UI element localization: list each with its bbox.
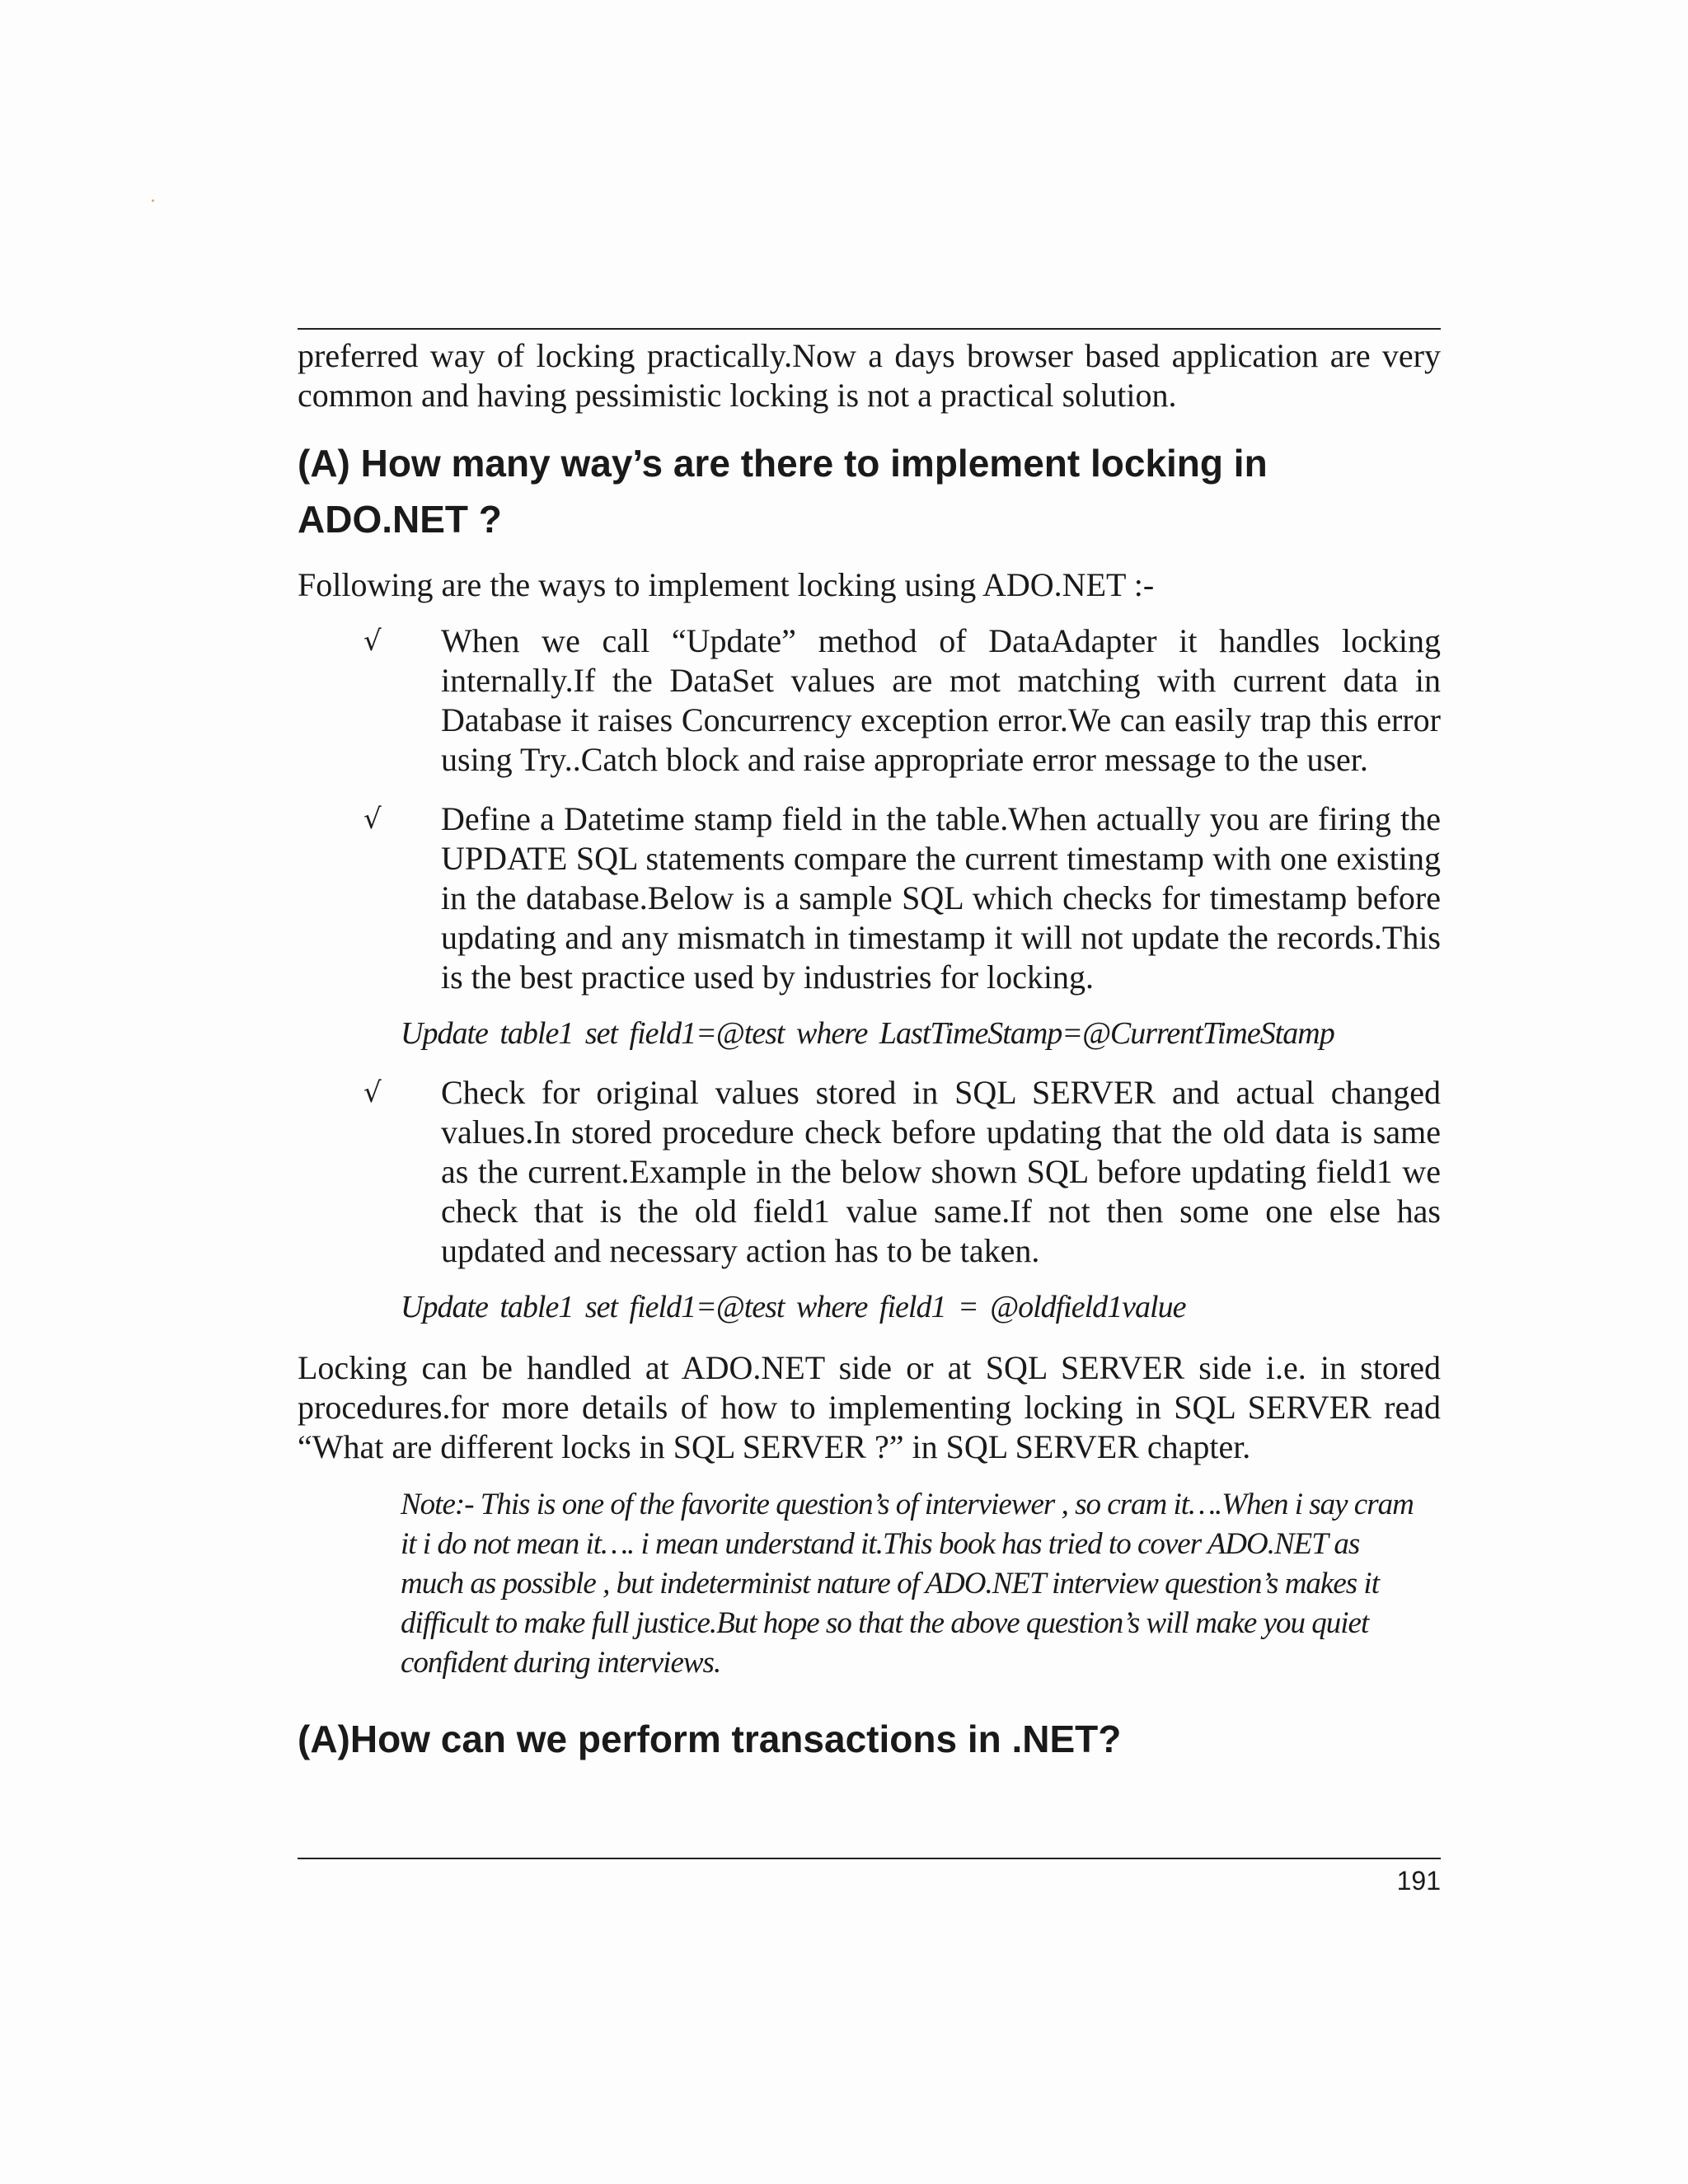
closing-paragraph: Locking can be handled at ADO.NET side or at SQL SERVER side i.e. in stored procedures.for more details of how to implementing locking in SQL SERVER read “What are different locks in SQL SERVER ?” in SQL SERVER chapter. [298, 1349, 1441, 1465]
section-heading-locking: (A) How many way’s are there to implement locking in ADO.NET ? [298, 442, 1268, 541]
list-item [298, 1073, 1441, 1271]
checkmark-icon: √ [363, 803, 382, 836]
bullet-text: Define a Datetime stamp field in the table.When actually you are firing the UPDATE SQL statements compare the current timestamp with one existing in the database.Below is a sample SQL which checks for timestamp before updating and any mismatch in timestamp it will not update the records.This is the best practice used by industries for locking. [441, 800, 1441, 996]
list-item [298, 621, 1441, 780]
page-body [298, 336, 1441, 1767]
scan-speck [152, 199, 154, 202]
bullet-list [298, 621, 1441, 997]
bullet-text: Check for original values stored in SQL SERVER and actual changed values.In stored procedure check before updating that the old data is same as the current.Example in the below shown SQL before updating field1 we check that is the old field1 value same.If not then some one else has updated and necessary action has to be taken. [441, 1074, 1441, 1269]
intro-paragraph: preferred way of locking practically.Now a days browser based application are very common and having pessimistic locking is not a practical solution. [298, 337, 1441, 414]
footer-rule [298, 1858, 1441, 1859]
interview-note: Note:- This is one of the favorite question’s of interviewer , so cram it….When i say cram it i do not mean it…. i mean understand it.This book has tried to cover ADO.NET as much as possible , but indeterminist nature of ADO.NET interview question’s makes it difficult to make full justice.But hope so that the above question’s will make you quiet confident during interviews. [401, 1488, 1414, 1680]
lead-in-paragraph: Following are the ways to implement locking using ADO.NET :- [298, 566, 1155, 603]
section-heading-transactions: (A)How can we perform transactions in .NET? [298, 1718, 1122, 1760]
header-rule [298, 328, 1441, 330]
checkmark-icon: √ [363, 1076, 382, 1109]
page-number: 191 [1396, 1866, 1441, 1896]
list-item [298, 799, 1441, 997]
bullet-text: When we call “Update” method of DataAdapter it handles locking internally.If the DataSet values are mot matching with current data in Database it raises Concurrency exception error.We can easily trap this error using Try..Catch block and raise appropriate error message to the user. [441, 622, 1441, 778]
sql-example-oldvalue: Update table1 set field1=@test where field1 = @oldfield1value [401, 1290, 1186, 1324]
bullet-list-continued [298, 1073, 1441, 1271]
checkmark-icon: √ [363, 625, 382, 658]
sql-example-timestamp: Update table1 set field1=@test where LastTimeStamp=@CurrentTimeStamp [401, 1016, 1334, 1051]
